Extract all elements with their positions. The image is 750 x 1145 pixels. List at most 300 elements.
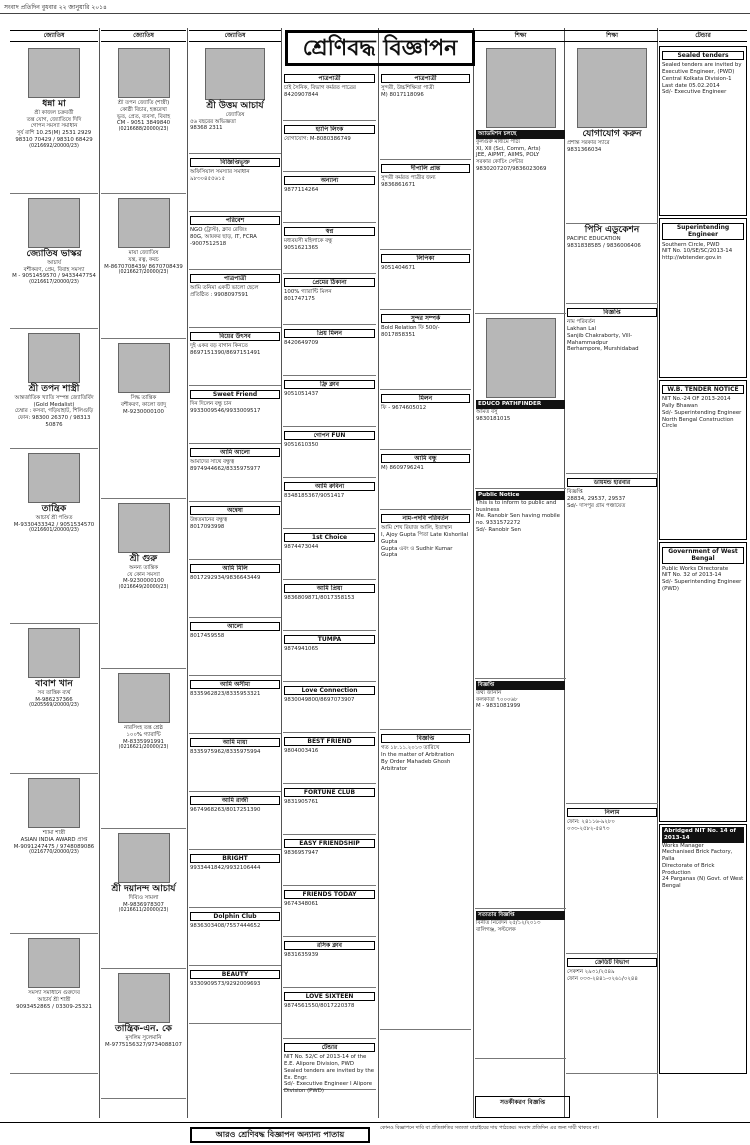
ad-line: 9093452865 / 03309-25321 (16, 1003, 92, 1010)
ad-line: চাই সৈনিক, বিভাগ কর্মরত পাত্রের (284, 85, 356, 92)
ad-line: 9874561550/8017220378 (284, 1003, 355, 1010)
portrait-photo (118, 673, 170, 723)
ad-name: মায়া জ্যোতিষ (128, 250, 159, 256)
ad-heading: ডায়মন্ড হারবার (567, 478, 657, 487)
ad-line: 9831366034 (567, 146, 602, 153)
tender-notice (659, 380, 747, 540)
ad-heading: যোগাযোগ করুন (582, 129, 642, 139)
ad-line: সেকশন ২৯৩১/২৫৪৯ (567, 969, 615, 976)
classified-ad (101, 829, 186, 969)
ad-line: M-8335991991 (123, 738, 164, 745)
portrait-photo (118, 343, 170, 393)
ad-line: Sd/- দাসপুর গ্রাম পঞ্চায়েত (567, 502, 626, 509)
notice-line: NIT No. 10/SE/SC/2013-14 (662, 248, 733, 255)
classified-ad (101, 339, 186, 499)
classified-ad (10, 449, 98, 624)
ad-line: সরকার কোচিং সেন্টার (476, 159, 524, 166)
classified-ad (189, 502, 281, 560)
classified-ad (101, 969, 186, 1099)
ad-line: 9877114264 (284, 187, 319, 194)
classified-ad (101, 499, 186, 669)
ad-line: গত ১৮.১১.২০১৩ তারিখে (381, 745, 440, 752)
ad-name: মুসলিম সুলেমানি (125, 1034, 162, 1041)
ad-line: Lakhan Lal (567, 326, 597, 333)
ad-line: দুই একর বড় বাগান কিনতে (190, 343, 248, 350)
ad-line: ASIAN INDIA AWARD প্রাপ্ত (20, 836, 88, 843)
notice-line: Sealed tenders are invited by Executive Engineer, (PWD) Central Kolkata Division-1 (662, 62, 742, 82)
ad-line: প্রশান্ত সরকার স্যারে (567, 139, 610, 146)
ad-line: তথ্য জানান (476, 689, 502, 696)
classified-ad (101, 669, 186, 829)
ad-code: (0205569/20000/23) (29, 703, 79, 709)
notice-line: 24 Parganas (N) Govt. of West Bengal (662, 876, 744, 890)
ad-line: 98368 2311 (190, 125, 223, 132)
classified-ad (283, 835, 376, 886)
page-header: সংবাদ প্রতিদিন বুধবার ২২ জানুয়ারি ২০১৪ (0, 0, 750, 14)
classified-ad (283, 682, 376, 733)
notice-line: NIT No.-24 OF 2013-2014 (662, 396, 731, 403)
ad-line: Sanjib Chakraborty, Vill-Mahammadpur (567, 332, 633, 346)
ad-line: M-9230000100 (123, 408, 164, 415)
column-3 (189, 44, 281, 1119)
ad-heading: BRIGHT (190, 854, 280, 863)
classified-ad (283, 733, 376, 784)
classified-ad (189, 212, 281, 270)
column-6 (475, 44, 566, 1094)
ad-heading: পরিবেশ (190, 216, 280, 225)
ad-line: XI, XII (Sci, Comm, Arts) (476, 145, 541, 152)
ad-line: আমি শেখ রিয়াজ আলি, ইতাস্থান (381, 525, 452, 532)
ad-line: M) 8017118096 (381, 92, 424, 99)
ad-name: শ্রী কাজল চক্রবর্তী (34, 109, 74, 116)
ad-line: Me. Ranobir Sen having mobile no. 9331572272 (476, 513, 560, 527)
ad-line: 100% গ্যারান্টি মিলন (284, 289, 332, 296)
classified-ad (283, 631, 376, 682)
classified-ad (283, 478, 376, 529)
ad-heading: পাত্রপাত্রী (190, 274, 280, 283)
column-4 (283, 70, 376, 1120)
ad-title: তান্ত্রিক-এন. কে (115, 1024, 172, 1034)
classified-ad (283, 121, 376, 172)
ad-heading: LOVE SIXTEEN (284, 992, 375, 1001)
classified-ad (566, 44, 658, 224)
notice-heading: Abridged NIT No. 14 of 2013-14 (662, 827, 744, 843)
ad-name: সিদ্ধ তান্ত্রিক (130, 395, 157, 401)
ad-name: নারসিংহ তন্ত্র শ্রেষ্ঠ (124, 725, 163, 731)
ad-heading: দীপালি প্রান্ত (381, 164, 470, 173)
ad-line: 8974944662/8335975977 (190, 466, 261, 473)
ad-line: 9836957947 (284, 850, 319, 857)
portrait-photo (28, 778, 80, 828)
ad-name: সমস্যা সমাধানে গুরুদেব (28, 990, 80, 996)
classified-ad (475, 679, 566, 909)
classified-ad (380, 250, 471, 310)
ad-line: M-9775156327/9734088107 (104, 1041, 182, 1048)
ad-line: M-9091247475 / 9748089086 (13, 843, 95, 850)
ad-heading: অন্বেষা (190, 506, 280, 515)
ad-heading: 1st Choice (284, 533, 375, 542)
ad-line: বশীকরণ, প্রেম, বিবাহ সমস্যা (23, 266, 85, 273)
classified-ad (283, 70, 376, 121)
tender-notice (659, 824, 747, 1074)
ad-line: 8348185367/9051417 (284, 493, 345, 500)
ad-code: (0216688/20000/23) (118, 127, 169, 132)
ad-heading: BEST FRIEND (284, 737, 375, 746)
ad-line: 9804003416 (284, 748, 319, 755)
ad-line: 28834, 29537, 29537 (567, 496, 626, 503)
classified-ad (189, 908, 281, 966)
ad-line: ফোন ০৩৩-২৪৪১-০২৬১/০২৪৪ (567, 976, 638, 983)
ad-line: সূর্য রাশি 10.25(M) 2531 2929 (16, 130, 92, 137)
ad-line: Sealed tenders are invited by the Ex. Engr. (284, 1067, 375, 1081)
ad-line: 8420649709 (284, 340, 319, 347)
ad-title: শ্রী উত্তম আচার্য (206, 101, 264, 111)
ad-heading: লিপিকা (381, 254, 470, 263)
ad-line: প্রতিষ্ঠিত : 9908097591 (190, 292, 249, 299)
ad-name: সব তান্ত্রিক ব্যর্থ (37, 689, 71, 696)
ad-line: চেম্বার : কসবা, গড়িয়াহাট, শিলিগুড়ি (14, 408, 94, 415)
ad-line: ফোন: 98300 26370 / 98313 50876 (17, 415, 91, 428)
ad-heading: টেন্ডার (284, 1043, 375, 1052)
portrait-photo (28, 938, 80, 988)
ad-title: তান্ত্রিক (41, 504, 67, 514)
ad-line: ফোন: ২৪১১৬-৯২৮০ (567, 819, 615, 826)
notice-line: Works Manager (662, 842, 704, 849)
classified-ad (101, 44, 186, 194)
portrait-photo (118, 503, 170, 553)
category-label: শিক্ষা (566, 30, 658, 42)
notice-line: Last date 05.02.2014 (662, 82, 720, 89)
ad-line: 9831635939 (284, 952, 319, 959)
portrait-photo (28, 453, 80, 503)
ad-line: 9836861671 (381, 182, 416, 189)
portrait-photo (28, 198, 80, 248)
ad-name: দিব্যিও সামলা (128, 894, 159, 901)
ad-line: NIT No. 52/C of 2013-14 of the E.E. Alipore Division, PWD (284, 1054, 367, 1068)
notice-line: Directorate of Brick Production (662, 862, 715, 876)
ad-line: M-9836978307 (123, 901, 164, 908)
ad-heading: ক্রেডিট বিভাগ (567, 958, 657, 967)
ad-line: NGO (ট্রাস্ট), ক্লাব রেজিঃ (190, 227, 247, 234)
category-label: জ্যোতিষ (189, 30, 281, 42)
classified-ad (283, 223, 376, 274)
notice-line: http://wbtender.gov.in (662, 255, 722, 262)
ad-line: 8017093998 (190, 524, 225, 531)
classified-ad (566, 304, 658, 474)
ad-line: M - 9051459570 / 9433447754 (12, 273, 96, 280)
classified-ad (566, 954, 658, 1074)
portrait-photo (118, 48, 170, 98)
ad-heading: বিজ্ঞপ্তি (381, 734, 470, 743)
classified-ad (10, 934, 98, 1074)
ad-code: (0216621/20000/23) (118, 745, 169, 751)
ad-line: M-8670708439/ 8670708439 (104, 263, 183, 270)
notice-heading: Superintending Engineer (662, 223, 744, 240)
notice-line: Southern Circle, PWD (662, 241, 720, 248)
ad-line: Bold Relation ফি 500/- (381, 325, 440, 332)
classified-ad (283, 784, 376, 835)
ad-line: বিজ্ঞপ্তি (567, 489, 583, 496)
ad-line: 9051404671 (381, 265, 416, 272)
notice-heading: W.B. TENDER NOTICE (662, 385, 744, 394)
portrait-photo (28, 48, 80, 98)
column-1 (10, 44, 98, 1119)
ad-heading: বিজ্ঞিপ্তিভূক্ত (190, 158, 280, 167)
ad-line: ফি - 9674605012 (381, 405, 427, 412)
classified-ad (189, 560, 281, 618)
ad-line: 9830049800/8697073907 (284, 697, 355, 704)
ad-line: -9007512518 (190, 240, 227, 247)
classified-ad (189, 444, 281, 502)
ad-name: জ্যোতিষ (225, 111, 245, 118)
ad-line: By Order Mahadeb Ghosh Arbitrator (381, 758, 451, 772)
ad-line: 8697151390/8697151491 (190, 350, 261, 357)
classified-ad (380, 160, 471, 250)
ad-line: 8017858351 (381, 332, 416, 339)
ad-name: আচার্য শ্রী পণ্ডিত (35, 514, 73, 521)
category-label: জ্যোতিষ (10, 30, 98, 42)
classified-ad (10, 44, 98, 194)
ad-line: বশীকরণ, কালো জাদু (120, 401, 167, 408)
ad-heading: রসিক ক্লাব (284, 941, 375, 950)
ad-code: (0216692/20000/23) (29, 143, 79, 149)
ad-line: CM - 9051 3849840 (116, 120, 171, 127)
ad-heading: EASY FRIENDSHIP (284, 839, 375, 848)
ad-line: PACIFIC EDUCATION (567, 235, 621, 242)
notice-line: Sd/- Superintending Engineer North Bengal Construction Circle (662, 409, 742, 430)
column-2 (101, 44, 186, 1119)
classified-ad (189, 618, 281, 676)
warning-notice-title: সতর্কীকরণ বিজ্ঞপ্তি (475, 1096, 570, 1118)
classified-ad (283, 988, 376, 1039)
classified-ad (189, 270, 281, 328)
ad-line: 9830207207/9836023069 (476, 165, 547, 172)
ad-code: (0216617/20000/23) (29, 280, 79, 286)
ad-line: 8017292934/9836643449 (190, 575, 261, 582)
ad-name: আচার্য (47, 259, 61, 266)
ad-line: 9830181015 (476, 415, 511, 422)
ad-line: M-9330433342 / 9051534570 (13, 521, 95, 528)
ad-line: বিনীত নিবেদন ২৫/১২/২০১৩ (476, 919, 541, 926)
ad-line: গোপন সমস্যা সমাধান (30, 123, 78, 130)
ad-name: অনন্য তান্ত্রিক (128, 564, 159, 571)
ad-code: (0216611/20000/23) (118, 908, 169, 914)
ad-line: অফিসিয়াল সমস্যার সমাধান (190, 169, 250, 176)
ad-heading: বিজ্ঞপ্তি (476, 681, 565, 690)
ad-heading: নিলাম (567, 808, 657, 817)
classified-ad (475, 489, 566, 679)
ad-heading: অ্যাডমিশন চলছে (476, 130, 565, 139)
classified-ad (189, 734, 281, 792)
notice-line: NIT No. 32 of 2013-14 (662, 572, 722, 579)
ad-heading: সুন্দর সম্পর্ক (381, 314, 470, 323)
classified-ad (101, 194, 186, 339)
classified-ad (283, 529, 376, 580)
ad-line: JEE, AIPMT, AIIMS, POLY (476, 152, 540, 159)
ad-name: শ্রী তপন জ্যোতি (শাস্ত্রী) (117, 100, 170, 106)
classified-ad (283, 886, 376, 937)
portrait-photo (118, 198, 170, 248)
classified-ad (380, 510, 471, 730)
ad-line: M) 8609796241 (381, 465, 424, 472)
ad-code: (0216770/20000/23) (29, 850, 79, 856)
ad-line: অমিত বসু (476, 408, 498, 415)
ad-line: ০৩৩-২৫৮২-৫৪৭৩ (567, 826, 610, 833)
classified-ad (189, 328, 281, 386)
ad-heading: বিয়ের উৎসব (190, 332, 280, 341)
classified-ad (189, 154, 281, 212)
ad-heading: নাম-পদবি পরিবর্তন (381, 514, 470, 523)
category-label: জ্যোতিষ (101, 30, 186, 42)
ad-line: কোষ্ঠী বিচার, হস্তরেখা (120, 106, 167, 113)
ad-line: বালিগঞ্জ, সল্টলেক (476, 926, 516, 933)
ad-line: সুন্দরী, উচ্চশিক্ষিতা পাত্রী (381, 85, 435, 92)
ad-heading: স্বপ্ন (284, 227, 375, 236)
classified-ad (283, 427, 376, 478)
ad-line: 9836809871/8017358153 (284, 595, 355, 602)
classified-ad (380, 310, 471, 390)
ad-heading: মিলন (381, 394, 470, 403)
ad-line: (Gold Medalist) (33, 401, 75, 408)
ad-line: সুন্দরী কর্মরত পাত্রীর জন্য (381, 175, 436, 182)
ad-heading: ফ্রি ক্লাব (284, 380, 375, 389)
classified-ad (283, 274, 376, 325)
masthead-title: শ্রেণিবদ্ধ বিজ্ঞাপন (285, 30, 475, 66)
ad-heading: পাত্রপাত্রী (381, 74, 470, 83)
more-ads-banner: আরও শ্রেণিবদ্ধ বিজ্ঞাপন অন্যান্য পাতায় (190, 1127, 370, 1143)
ad-line: 9051621365 (284, 245, 319, 252)
ad-line: যন্ত্র, রত্ন, কবচ (128, 256, 159, 263)
ad-heading: প্রেমের ঠিকানা (284, 278, 375, 287)
ad-line: 98310 70429 / 98310 68429 (15, 136, 93, 143)
classified-ad (283, 376, 376, 427)
ad-line: Berhampore, Murshidabad (567, 346, 639, 353)
classified-ad (10, 194, 98, 329)
portrait-photo (28, 333, 80, 383)
ad-line: M-9230000100 (123, 578, 164, 585)
notice-line: Mechanised Brick Factory, Palla (662, 849, 733, 863)
classified-ad (283, 172, 376, 223)
ad-title: জ্যোতিষ ভাস্কর (26, 249, 82, 259)
column-8 (659, 44, 747, 1119)
ad-heading: Love Connection (284, 686, 375, 695)
disclaimer-notice: কোনও বিজ্ঞাপনে দাবি বা প্রতিশ্রুতির সত্যতা যাচাইয়ের দায় পাঠকের। সংবাদ প্রতিদিন এর জন্য দায়ী থাকবে না। (380, 1125, 600, 1131)
ad-line: 9831838585 / 9836006406 (567, 242, 641, 249)
ad-line: আচার্য শ্রী শাস্ত্রী (37, 996, 71, 1003)
ad-line: আমি তনিমা একটি ভালো ছেলে (190, 285, 259, 292)
classified-ad (189, 44, 281, 154)
ad-line: 9831905761 (284, 799, 319, 806)
ad-line: This is to inform to public and business (476, 499, 557, 513)
ad-title: বাবাশ খান (35, 679, 73, 689)
classified-ad (283, 937, 376, 988)
ad-code: (0216601/20000/23) (29, 528, 79, 534)
ad-name: আন্তর্জাতিক খ্যাতি সম্পন্ন জ্যোতির্বিদ (14, 394, 94, 401)
ad-heading: পাত্রপাত্রী (284, 74, 375, 83)
ad-line: নাম পরিবর্তন (567, 319, 595, 326)
portrait-photo (28, 628, 80, 678)
ad-line: In the matter of Arbitration (381, 752, 454, 759)
ad-line: কলকাতা ৭০০০৬৮ (476, 696, 518, 703)
classified-ad (283, 1039, 376, 1095)
portrait-photo (486, 318, 556, 398)
ad-title: ধন্না মা (42, 99, 66, 109)
ad-heading: TUMPA (284, 635, 375, 644)
ad-line: Sd/- Ranobir Sen (476, 526, 521, 533)
ad-line: Gupta এবং ও Sudhir Kumar Gupta (381, 545, 453, 559)
ad-line: ১০০% গ্যারান্টি (126, 731, 161, 738)
ad-line: 80G, আয়কর ছাড়, IT, FCRA (190, 234, 257, 241)
page-footer (0, 1122, 750, 1145)
classified-ad (10, 774, 98, 934)
ad-line: 9836303408/7557444652 (190, 923, 261, 930)
ad-heading: Dolphin Club (190, 912, 280, 921)
ad-title: শ্রী দয়ানন্দ আচার্য (111, 884, 176, 894)
ad-heading: সত্যতার বিজ্ঞপ্তি (476, 911, 565, 920)
ad-line: দিন দিলেন বন্ধু চান (190, 401, 232, 408)
classified-ad (189, 966, 281, 1024)
ad-line: 9051051437 (284, 391, 319, 398)
ad-heading: আমি বন্ধু (381, 454, 470, 463)
ad-title: শ্রী তপন শাস্ত্রী (28, 384, 80, 394)
category-label: শিক্ষা (475, 30, 566, 42)
ad-heading: BEAUTY (190, 970, 280, 979)
classified-ad (189, 850, 281, 908)
ad-line: তন্ত্র যোগ, জ্যোতিষে দিদি (26, 116, 82, 123)
ad-line: 9330909573/9292009693 (190, 981, 261, 988)
ad-code: (0216649/20000/23) (118, 585, 169, 591)
classified-ad (475, 909, 566, 1059)
ad-line: 8335962823/8335953321 (190, 691, 261, 698)
classified-ad (283, 325, 376, 376)
ad-line: আমাদের সাথে বন্ধুত্ব (190, 459, 235, 466)
portrait-photo (118, 833, 170, 883)
ad-heading: আলো (190, 622, 280, 631)
ad-line: 9874941065 (284, 646, 319, 653)
ad-heading: আমি আলো (190, 448, 280, 457)
ad-line: 9051610350 (284, 442, 319, 449)
portrait-photo (205, 48, 265, 100)
ad-line: M-986237366 (35, 696, 73, 703)
classified-ad (566, 224, 658, 304)
classified-ad (189, 386, 281, 444)
ad-line: 9874473044 (284, 544, 319, 551)
portrait-photo (486, 48, 556, 128)
notice-heading: Government of West Bengal (662, 547, 744, 564)
tender-notice (659, 218, 747, 378)
ad-line: M - 9831081999 (476, 703, 521, 710)
notice-line: Pally Bhawan (662, 403, 698, 410)
classified-ad (566, 474, 658, 804)
ad-line: মধ্যবয়সী মহিলাকে বন্ধু (284, 238, 333, 245)
column-5 (380, 70, 471, 1120)
ad-line: ৫৬ বছরের অভিজ্ঞতা (190, 118, 236, 125)
tender-notice (659, 542, 747, 822)
classified-ad (380, 730, 471, 1030)
ad-heading: প্রিয় মিলন (284, 329, 375, 338)
notice-line: Sd/- Executive Engineer (662, 89, 727, 96)
ad-line: 8420907844 (284, 92, 319, 99)
ad-line: 9933009546/9933009517 (190, 408, 261, 415)
classified-ad (189, 792, 281, 850)
column-7 (566, 44, 658, 1119)
notice-heading: Sealed tenders (662, 51, 744, 60)
ad-heading: FRIENDS TODAY (284, 890, 375, 899)
portrait-photo (577, 48, 647, 128)
ad-code: (0216627/20000/23) (118, 270, 169, 276)
ad-heading: আমি রাজী (190, 796, 280, 805)
classified-ad (475, 44, 566, 314)
